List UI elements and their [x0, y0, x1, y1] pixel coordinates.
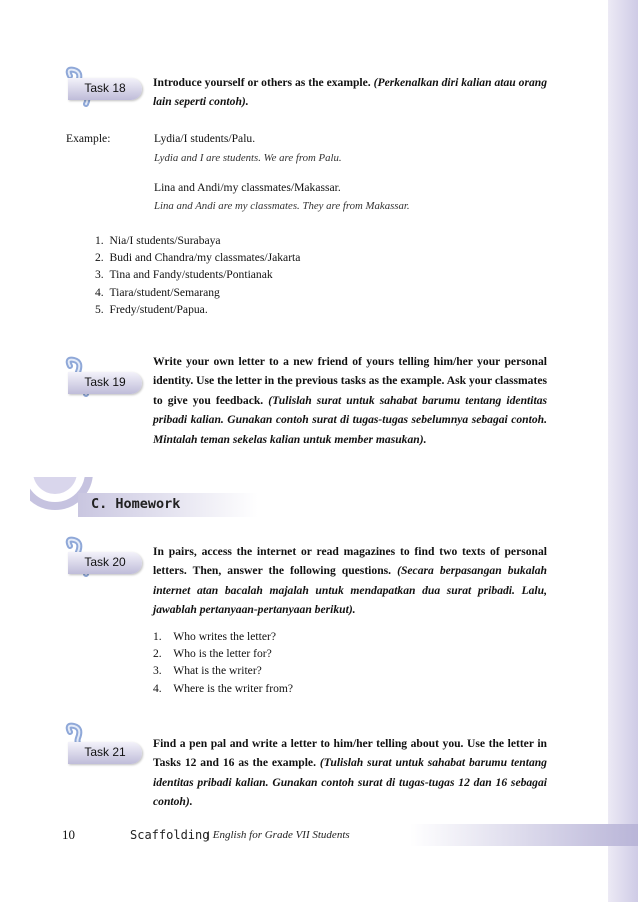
- example-label: Example:: [66, 132, 111, 145]
- footer-gradient-bar: [410, 824, 638, 846]
- task-21-instruction: Find a pen pal and write a letter to him/her telling about you. Use the letter in Tasks 12 and 16 as the example. (Tulislah surat untuk sahabat barumu tentang identitas pribadi kalian. Gunakan contoh surat di tugas-tugas 12 dan 16 sebagai contoh).: [153, 737, 547, 809]
- list-item: 5. Fredy/student/Papua.: [95, 303, 208, 316]
- task-19-label: Task 19: [84, 375, 126, 389]
- list-item: 3. Tina and Fandy/students/Pontianak: [95, 268, 273, 281]
- book-subtitle: | English for Grade VII Students: [207, 829, 350, 841]
- list-item: 2. Budi and Chandra/my classmates/Jakarta: [95, 251, 301, 264]
- list-item: 4. Where is the writer from?: [153, 682, 294, 695]
- example-1-prompt: Lydia/I students/Palu.: [154, 132, 256, 145]
- list-item: 1. Nia/I students/Surabaya: [95, 234, 221, 247]
- task-18-label: Task 18: [84, 81, 126, 95]
- side-gradient-bar: [608, 0, 638, 902]
- list-item: 1. Who writes the letter?: [153, 630, 276, 643]
- task-19-instruction: Write your own letter to a new friend of yours telling him/her your personal identity. Use the letter in the previous tasks as the example. Ask your classmates to give you feedback. (Tulislah surat untuk sahabat barumu tentang identitas pribadi kalian. Gunakan contoh surat di tugas-tugas sebelumnya sebagai contoh. Mintalah teman sekelas kalian untuk member masukan).: [153, 355, 547, 446]
- homework-title: C. Homework: [91, 496, 181, 512]
- list-item: 2. Who is the letter for?: [153, 647, 272, 660]
- task-20-label: Task 20: [84, 555, 126, 569]
- list-item: 3. What is the writer?: [153, 664, 262, 677]
- task-18-instruction: Introduce yourself or others as the example. (Perkenalkan diri kalian atau orang lain seperti contoh).: [153, 76, 547, 109]
- example-2-prompt: Lina and Andi/my classmates/Makassar.: [154, 181, 341, 194]
- example-1-answer: Lydia and I are students. We are from Palu.: [154, 152, 342, 164]
- book-title: Scaffolding: [130, 828, 210, 842]
- list-item: 4. Tiara/student/Semarang: [95, 286, 220, 299]
- task-20-instruction: In pairs, access the internet or read magazines to find two texts of personal letters. Then, answer the following questions. (Secara berpasangan bukalah internet atan bacalah majalah untuk mendapatkan dua surat pribadi. Lalu, jawablah pertanyaan-pertanyaan berikut).: [153, 545, 547, 617]
- example-2-answer: Lina and Andi are my classmates. They are from Makassar.: [154, 200, 410, 212]
- page-number: 10: [62, 827, 75, 842]
- task-21-label: Task 21: [84, 745, 126, 759]
